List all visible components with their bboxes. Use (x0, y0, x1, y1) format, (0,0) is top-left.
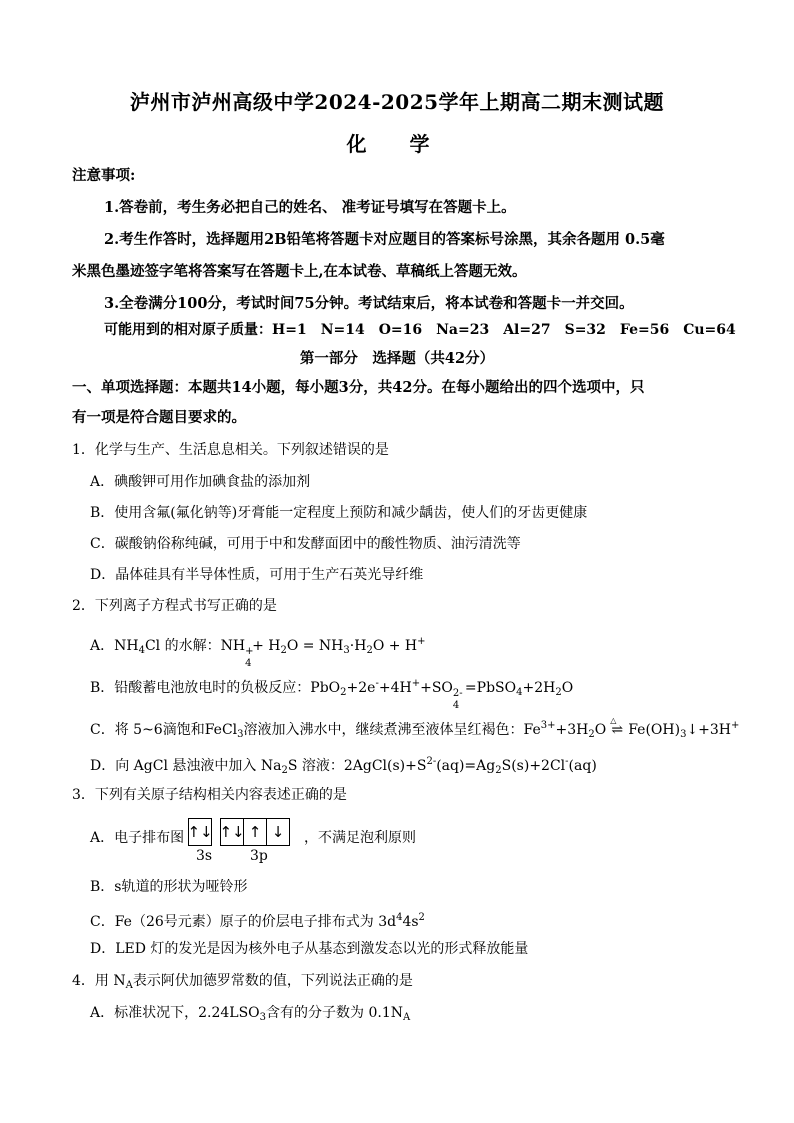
subject-title: 化 学 (346, 132, 448, 156)
q3-option-c: C．Fe（26号元素）原子的价层电子排布式为 $3d^44s^2$ (90, 912, 425, 930)
notice-item-2: 2.考生作答时，选择题用2B铅笔将答题卡对应题目的答案标号涂黑，其余各题用 0.5毫 (104, 231, 665, 248)
reversible-arrow: ⇌ (611, 722, 624, 738)
heat-symbol: △ (610, 716, 617, 725)
orbital-3p-label: 3p (250, 848, 268, 864)
q2-option-b: B．铅酸蓄电池放电时的负极反应：PbO$_2$+2e-+4H++SO 2- 4 $=PbSO_4+2H_2O$ (90, 678, 574, 711)
q3-option-d: D．LED 灯的发光是因为核外电子从基态到激发态以光的形式释放能量 (90, 941, 529, 957)
q1-option-d: D．晶体硅具有半导体性质，可用于生产石英光导纤维 (90, 567, 424, 583)
q3-option-a-prefix: A．电子排布图 (90, 830, 185, 846)
q1-option-c: C．碳酸钠俗称纯碱，可用于中和发酵面团中的酸性物质、油污清洗等 (90, 536, 521, 552)
section-instruction-1: 一、单项选择题：本题共14小题，每小题3分，共42分。在每小题给出的四个选项中，只 (72, 379, 645, 396)
orbital-3s-label: 3s (196, 848, 213, 864)
notice-item-1: 1.答卷前，考生务必把自己的姓名、 准考证号填写在答题卡上。 (104, 199, 516, 216)
q2-option-d: D．向 AgCl 悬浊液中加入 $Na_2S$ 溶液：$2AgCl(s)+S^{2-}(aq)=Ag_2S(s)+2Cl^-(aq)$ (90, 756, 597, 776)
notice-item-2-cont: 米黑色墨迹签字笔将答案写在答题卡上,在本试卷、草稿纸上答题无效。 (72, 263, 527, 280)
orbital-3s-cell: ↑↓ (187, 823, 213, 841)
notice-heading: 注意事项: (72, 167, 136, 184)
orbital-3s-box (188, 818, 212, 846)
orbital-3p-cell-1: ↑↓ (221, 819, 244, 845)
orbital-3p-cell-3: ↓ (271, 823, 285, 841)
q1-option-a: A．碘酸钾可用作加碘食盐的添加剂 (90, 474, 311, 490)
q3-stem: 3．下列有关原子结构相关内容表述正确的是 (72, 787, 347, 803)
notice-item-3: 3.全卷满分100分，考试时间75分钟。考试结束后，将本试卷和答题卡一并交回。 (104, 295, 634, 312)
q1-option-b: B．使用含氟(氟化钠等)牙膏能一定程度上预防和减少龋齿，使人们的牙齿更健康 (90, 505, 588, 521)
q4-stem: 4．用 $N_A$表示阿伏加德罗常数的值，下列说法正确的是 (72, 973, 413, 991)
q3-option-a-suffix: ，不满足泡利原则 (304, 830, 416, 846)
orbital-3p-cell-2: ↑ (244, 819, 267, 845)
q2-option-a: A．$NH_4Cl$ 的水解：NH + 4 + $H_2O = NH_3\cdot H_2O + H^+$ (90, 636, 426, 669)
q3-option-b: B．s轨道的形状为哑铃形 (90, 879, 248, 895)
q2-stem: 2．下列离子方程式书写正确的是 (72, 598, 277, 614)
exam-title: 泸州市泸州高级中学2024-2025学年上期高二期末测试题 (129, 90, 665, 114)
q1-stem: 1．化学与生产、生活息息相关。下列叙述错误的是 (72, 442, 389, 458)
orbital-3p-box (220, 818, 290, 846)
q4-option-a: A．标准状况下，$2.24LSO_3$含有的分子数为 $0.1N_A$ (90, 1005, 411, 1023)
q2-option-c: C．将 5~6滴饱和FeCl$_3$溶液加入沸水中，继续煮沸至液体呈红褐色：$Fe^{3+}+3H_2O$ △ ⇌ $Fe(OH)_3↓+3H^+$ (90, 716, 739, 745)
atomic-masses: 可能用到的相对原子质量：H=1 N=14 O=16 Na=23 Al=27 S=32 Fe=56 Cu=64 (104, 322, 736, 338)
section-instruction-2: 有一项是符合题目要求的。 (72, 409, 246, 426)
part1-title: 第一部分 选择题（共42分） (299, 350, 495, 367)
